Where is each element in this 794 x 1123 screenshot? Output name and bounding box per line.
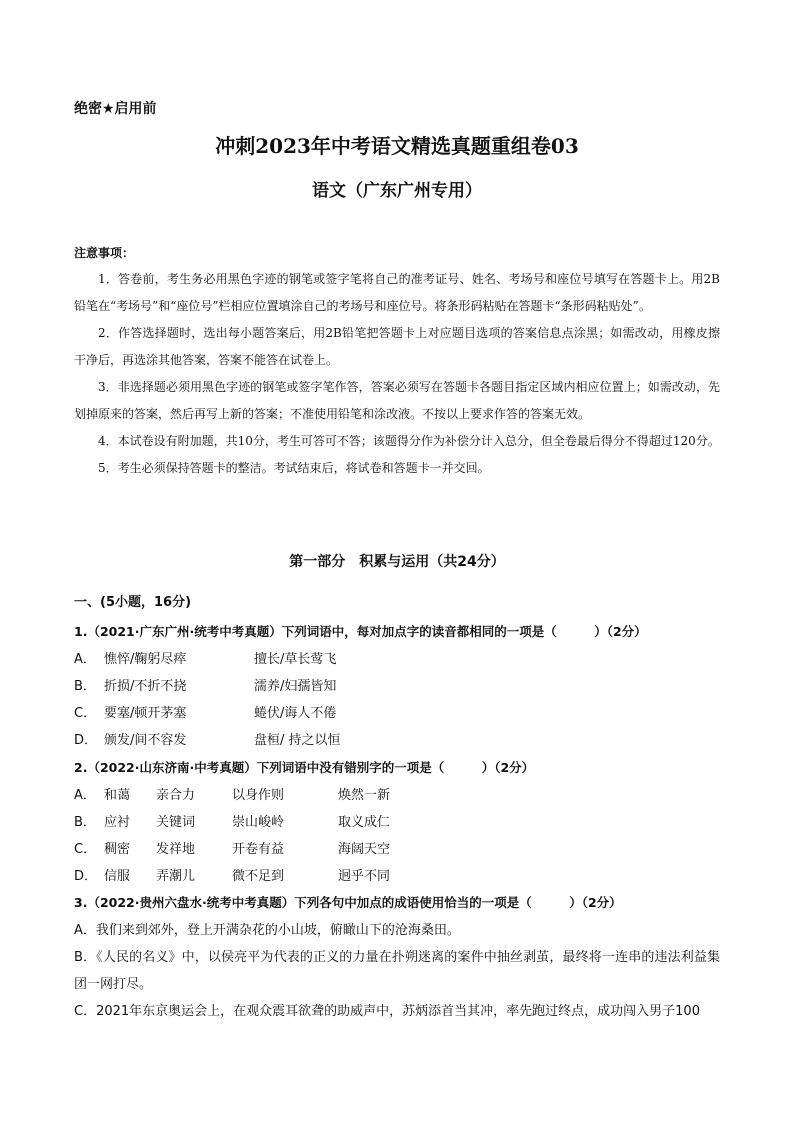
option-text: 应衬	[104, 815, 131, 830]
option-text: 颁发/间不容发	[104, 733, 187, 748]
option-text: 稠密	[104, 842, 131, 857]
page-subtitle: 语文（广东广州专用）	[312, 181, 482, 201]
option-row	[74, 863, 720, 890]
option-letter: B．	[74, 815, 96, 830]
option-row	[74, 646, 720, 673]
option-text: 海阔天空	[338, 842, 391, 857]
option-letter: A．	[74, 788, 96, 803]
option-text: 以身作则	[232, 788, 285, 803]
option-text: 濡养/妇孺皆知	[254, 679, 337, 694]
section-heading: 一、(5小题，16分)	[74, 595, 192, 610]
option-letter: C．	[74, 706, 97, 721]
option-row	[74, 727, 720, 754]
option-text: 信服	[104, 869, 131, 884]
option-row	[74, 700, 720, 727]
option-text: 和蔼	[104, 788, 131, 803]
option-text: 憔悴/鞠躬尽瘁	[104, 652, 187, 667]
page-title: 冲刺2023年中考语文精选真题重组卷03	[215, 134, 579, 158]
question-stem: 2.（2022·山东济南·中考真题）下列词语中没有错别字的一项是（ ）（2分）	[74, 760, 535, 775]
option-row	[74, 782, 720, 809]
notice-item: 5．考生必须保持答题卡的整洁。考试结束后，将试卷和答题卡一并交回。	[98, 461, 490, 475]
option-text: 弄潮儿	[156, 869, 196, 884]
option-text: 取义成仁	[338, 815, 391, 830]
option-letter: D．	[74, 869, 98, 884]
option-text: 折损/不折不挠	[104, 679, 187, 694]
option-text: 擅长/草长莺飞	[254, 652, 337, 667]
part-title: 第一部分 积累与运用（共24分）	[289, 554, 505, 570]
option-text: 迥乎不同	[338, 869, 391, 884]
confidential-label: 绝密★启用前	[74, 101, 157, 117]
question-3	[74, 889, 720, 1025]
notice-item: 3．非选择题必须用黑色字迹的钢笔或签字笔作答，答案必须写在答题卡各题目指定区域内相应位置上；如需改动，先划掉原来的答案，然后再写上新的答案；不准使用铅笔和涂改液。不按以上要求作答的答案无效。	[74, 380, 720, 421]
question-2	[74, 754, 720, 890]
option-text: 盘桓/ 持之以恒	[254, 733, 341, 748]
option-row	[74, 809, 720, 836]
option-text: 崇山峻岭	[232, 815, 285, 830]
question-1	[74, 618, 720, 754]
notice-heading: 注意事项：	[74, 246, 135, 260]
option-text: 关键词	[156, 815, 196, 830]
option-row	[74, 836, 720, 863]
option-text: B．《人民的名义》中，以侯亮平为代表的正义的力量在扑朔迷离的案件中抽丝剥茧，最终将一连串的违法利益集团一网打尽。	[74, 950, 720, 992]
option-text: A．我们来到郊外，登上开满杂花的小山坡，俯瞰山下的沧海桑田。	[74, 923, 460, 938]
option-text: 亲合力	[156, 788, 196, 803]
notice-item: 1．答卷前，考生务必用黑色字迹的钢笔或签字笔将自己的准考证号、姓名、考场号和座位号填写在答题卡上。用2B铅笔在“考场号”和“座位号”栏相应位置填涂自己的考场号和座位号。将条形码粘贴在答题卡“条形码粘贴处”。	[74, 272, 720, 313]
option-row	[74, 673, 720, 700]
option-text: 焕然一新	[338, 788, 391, 803]
option-letter: D．	[74, 733, 98, 748]
option-text: 蜷伏/诲人不倦	[254, 706, 337, 721]
option-text: 开卷有益	[232, 842, 285, 857]
option-letter: B．	[74, 679, 96, 694]
notice-item: 4．本试卷设有附加题，共10分，考生可答可不答；该题得分作为补偿分计入总分，但全卷最后得分不得超过120分。	[98, 434, 720, 448]
notice-list	[74, 266, 720, 482]
option-text: C．2021年东京奥运会上，在观众震耳欲聋的助威声中，苏炳添首当其冲，率先跑过终点，成功闯入男子100	[74, 1004, 700, 1019]
option-letter: A．	[74, 652, 96, 667]
notice-item: 2．作答选择题时，选出每小题答案后，用2B铅笔把答题卡上对应题目选项的答案信息点涂黑；如需改动，用橡皮擦干净后，再选涂其他答案，答案不能答在试卷上。	[74, 326, 720, 367]
option-text: 要塞/顿开茅塞	[104, 706, 187, 721]
option-text: 微不足到	[232, 869, 285, 884]
question-stem: 3.（2022·贵州六盘水·统考中考真题）下列各句中加点的成语使用恰当的一项是（ ）（2分）	[74, 895, 622, 910]
option-letter: C．	[74, 842, 97, 857]
question-stem: 1.（2021·广东广州·统考中考真题）下列词语中，每对加点字的读音都相同的一项是（ ）（2分）	[74, 624, 647, 639]
option-text: 发祥地	[156, 842, 196, 857]
